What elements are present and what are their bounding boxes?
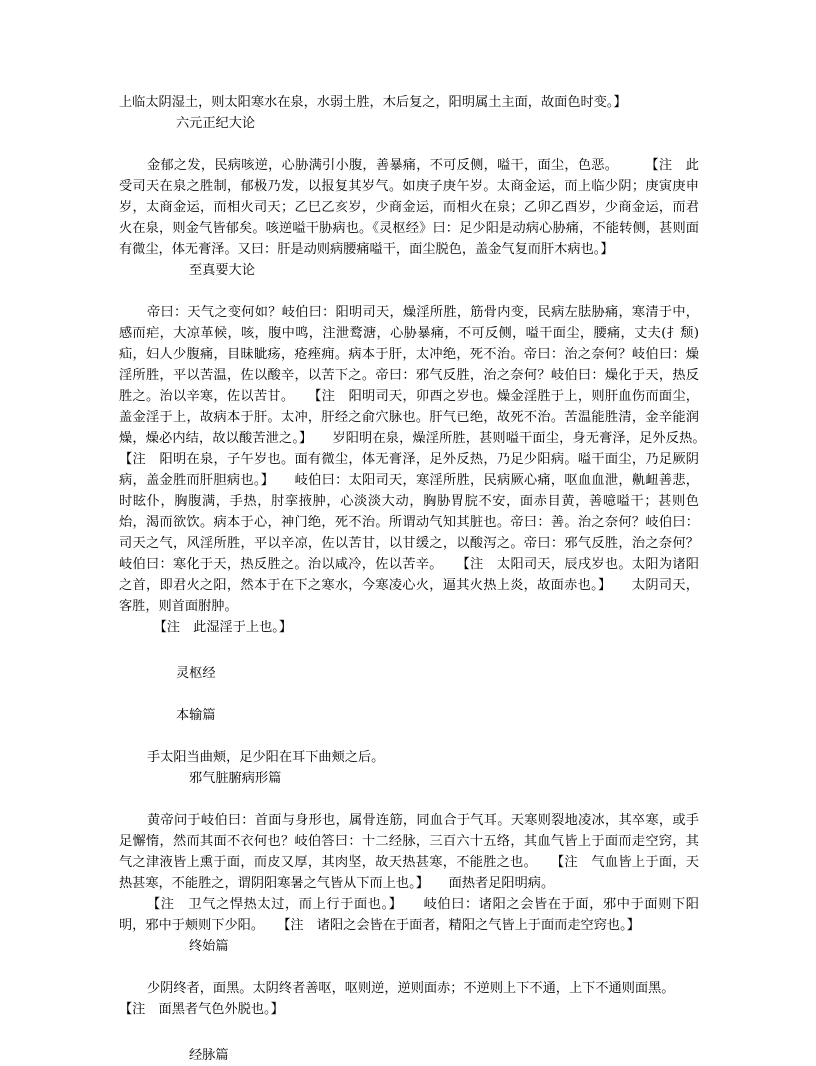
spacer (119, 789, 699, 810)
body-paragraph: 上临太阴湿土，则太阳寒水在泉，水弱土胜，木后复之，阳明属土主面，故面色时变。】 (119, 95, 627, 110)
body-paragraph: 【注 面黑者气色外脱也。】 (119, 1002, 284, 1017)
section-heading: 六元正纪大论 (176, 116, 256, 131)
spacer (119, 684, 699, 705)
section-heading: 至真要大论 (189, 263, 255, 278)
spacer (119, 134, 699, 155)
section-heading: 灵枢经 (176, 666, 216, 681)
body-paragraph: 【注 此湿淫于上也。】 (147, 620, 293, 635)
body-paragraph: 黄帝问于岐伯曰：首面与身形也，属骨连筋，同血合于气耳。天寒则裂地凌冰，其卒寒，或手足懈惰，然而其面不衣何也？岐伯答曰：十二经脉，三百六十五络，其血气皆上于面而走空窍，其气之津液皆上熏于面，而皮又厚，其肉坚，故天热甚寒，不能胜之也。 【注 气血皆上于面，天热甚寒，不能胜之，谓阴阳寒暑之气皆从下而上也。】 面热者足阳明病。 (119, 813, 699, 891)
spacer (119, 1020, 699, 1045)
section-heading: 经脉篇 (189, 1048, 229, 1063)
body-paragraph: 少阴终者，面黑。太阴终者善呕，呕则逆，逆则面赤；不逆则上下不通，上下不通则面黑。 (147, 981, 675, 996)
body-paragraph: 金郁之发，民病咳逆，心胁满引小腹，善暴痛，不可反侧，嗌干，面尘，色恶。 【注 此受司天在泉之胜制，郁极乃发，以报复其岁气。如庚子庚午岁。太商金运，而上临少阴；庚寅庚申岁，太商金运，而相火司天；乙巳乙亥岁，少商金运，而相火在泉；乙卯乙酉岁，少商金运，而君火在泉，则金气皆郁矣。咳逆嗌干胁病也。《灵枢经》曰：足少阳是动病心胁痛，不能转侧，甚则面有微尘，体无膏泽。又曰：肝是动则病腰痛嗌干，面尘脱色，盖金气复而肝木病也。】 (119, 158, 699, 257)
body-paragraph: 【注 卫气之悍热太过，而上行于面也。】 岐伯曰：诸阳之会皆在于面，邪中于面则下阳明，邪中于颊则下少阳。 【注 诸阳之会皆在于面者，精阳之气皆上于面而走空窍也。】 (119, 897, 699, 933)
spacer (119, 638, 699, 663)
spacer (119, 281, 699, 302)
section-heading: 邪气脏腑病形篇 (189, 771, 282, 786)
section-heading: 终始篇 (189, 939, 229, 954)
spacer (119, 957, 699, 978)
document-page (119, 92, 726, 1066)
body-paragraph: 手太阳当曲颊，足少阳在耳下曲颊之后。 (147, 750, 385, 765)
section-heading: 本输篇 (176, 708, 216, 723)
body-paragraph: 帝曰：天气之变何如？岐伯曰：阳明司天，燥淫所胜，筋骨内变，民病左胠胁痛，寒清于中，感而疟，大凉革候，咳，腹中鸣，注泄鹜溏，心胁暴痛，不可反侧，嗌干面尘，腰痛，丈夫(扌颓)疝，妇人少腹痛，目昧眦疡，疮痤痈。病本于肝，太冲绝，死不治。帝曰：治之奈何？岐伯曰：燥淫所胜，平以苦温，佐以酸辛，以苦下之。帝曰：邪气反胜，治之奈何？岐伯曰：燥化于天，热反胜之。治以辛寒，佐以苦甘。 【注 阳明司天，卯酉之岁也。燥金淫胜于上，则肝血伤而面尘，盖金淫于上，故病本于肝。太冲，肝经之俞穴脉也。肝气已绝，故死不治。苦温能胜清，金辛能润燥，燥必内结，故以酸苦泄之。】 岁阳明在泉，燥淫所胜，甚则嗌干面尘，身无膏泽，足外反热。 【注 阳明在泉，子午岁也。面有微尘，体无膏泽，足外反热，乃足少阳病。嗌干面尘，乃足厥阴病，盖金胜而肝胆病也。】 岐伯曰：太阳司天，寒淫所胜，民病厥心痛，呕血血泄，鼽衄善悲，时眩仆，胸腹满，手热，肘挛掖肿，心淡淡大动，胸胁胃脘不安，面赤目黄，善噫嗌干；甚则色炲，渴而欲饮。病本于心，神门绝，死不治。所谓动气知其脏也。帝曰：善。治之奈何？岐伯曰：司天之气，风淫所胜，平以辛凉，佐以苦甘，以甘缓之，以酸泻之。帝曰：邪气反胜，治之奈何？岐伯曰：寒化于天，热反胜之。治以咸冷，佐以苦辛。 【注 太阳司天，辰戌岁也。太阳为诸阳之首，即君火之阳，然本于在下之寒水，今寒凌心火，逼其火热上炎，故面赤也。】 太阴司天，客胜，则首面胕肿。 (119, 305, 726, 614)
spacer (119, 726, 699, 747)
